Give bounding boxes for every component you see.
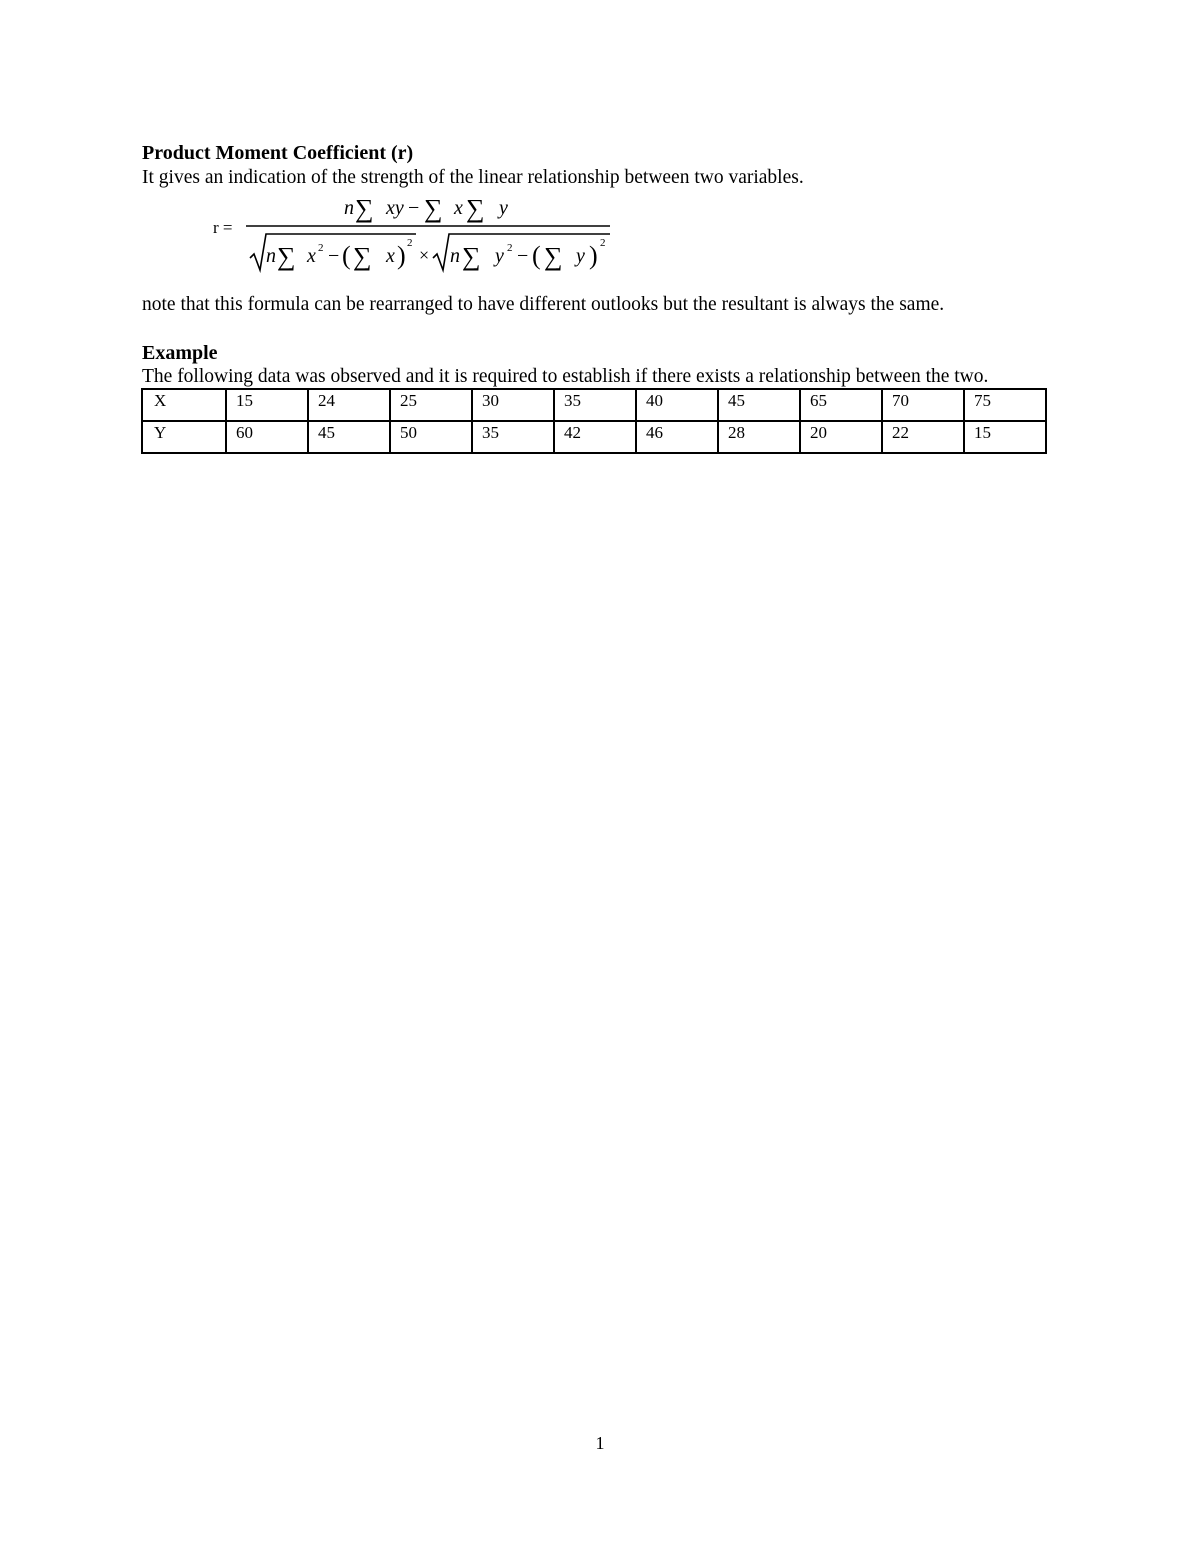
table-cell: 46 (636, 421, 718, 453)
svg-text:2: 2 (507, 242, 513, 254)
row-label: Y (142, 421, 226, 453)
example-paragraph: The following data was observed and it is required to establish if there exists a relationship between the two. (142, 366, 989, 387)
svg-text:2: 2 (318, 242, 324, 254)
svg-text:2: 2 (600, 237, 606, 249)
table-cell: 45 (308, 421, 390, 453)
formula-times: × (419, 245, 430, 265)
denominator-right-radical (433, 234, 610, 271)
svg-text:2: 2 (407, 237, 413, 249)
svg-text:x: x (454, 197, 463, 219)
table-cell: 42 (554, 421, 636, 453)
svg-text:∑: ∑ (462, 242, 481, 271)
table-cell: 35 (554, 389, 636, 421)
svg-text:∑: ∑ (355, 194, 374, 223)
note-paragraph: note that this formula can be rearranged to have different outlooks but the resultant is always the same. (142, 294, 945, 315)
table-cell: 28 (718, 421, 800, 453)
svg-text:y: y (499, 197, 508, 219)
table-cell: 70 (882, 389, 964, 421)
svg-text:): ) (397, 241, 406, 270)
svg-text:−: − (328, 245, 340, 267)
svg-text:y: y (495, 245, 504, 267)
svg-text:y: y (576, 245, 585, 267)
svg-text:∑: ∑ (353, 242, 372, 271)
formula-numerator (344, 194, 508, 223)
svg-text:x: x (307, 245, 316, 267)
svg-text:n: n (450, 245, 460, 267)
denominator-left-radical (250, 234, 416, 271)
data-table (141, 388, 1047, 454)
table-cell: 35 (472, 421, 554, 453)
table-cell: 15 (964, 421, 1046, 453)
page-number: 1 (595, 1433, 605, 1453)
svg-text:n: n (266, 245, 276, 267)
svg-text:∑: ∑ (277, 242, 296, 271)
table-cell: 75 (964, 389, 1046, 421)
svg-text:−: − (408, 197, 420, 219)
svg-text:xy: xy (386, 197, 404, 219)
svg-text:∑: ∑ (424, 194, 443, 223)
svg-text:(: ( (342, 241, 351, 270)
intro-paragraph: It gives an indication of the strength of the linear relationship between two variables. (142, 167, 804, 188)
svg-text:∑: ∑ (466, 194, 485, 223)
table-cell: 25 (390, 389, 472, 421)
table-row-x (142, 389, 1046, 421)
row-label: X (142, 389, 226, 421)
table-cell: 15 (226, 389, 308, 421)
svg-text:): ) (589, 241, 598, 270)
svg-text:x: x (386, 245, 395, 267)
svg-text:∑: ∑ (544, 242, 563, 271)
table-cell: 30 (472, 389, 554, 421)
table-cell: 22 (882, 421, 964, 453)
example-heading: Example (142, 342, 218, 364)
svg-text:−: − (517, 245, 529, 267)
section-heading: Product Moment Coefficient (r) (142, 142, 414, 164)
table-row-y (142, 421, 1046, 453)
table-cell: 60 (226, 421, 308, 453)
table-cell: 20 (800, 421, 882, 453)
svg-text:n: n (344, 197, 354, 219)
table-cell: 24 (308, 389, 390, 421)
table-cell: 45 (718, 389, 800, 421)
table-cell: 65 (800, 389, 882, 421)
correlation-formula (200, 188, 630, 280)
formula-lhs: r = (213, 218, 233, 237)
table-cell: 50 (390, 421, 472, 453)
table-cell: 40 (636, 389, 718, 421)
svg-text:(: ( (532, 241, 541, 270)
